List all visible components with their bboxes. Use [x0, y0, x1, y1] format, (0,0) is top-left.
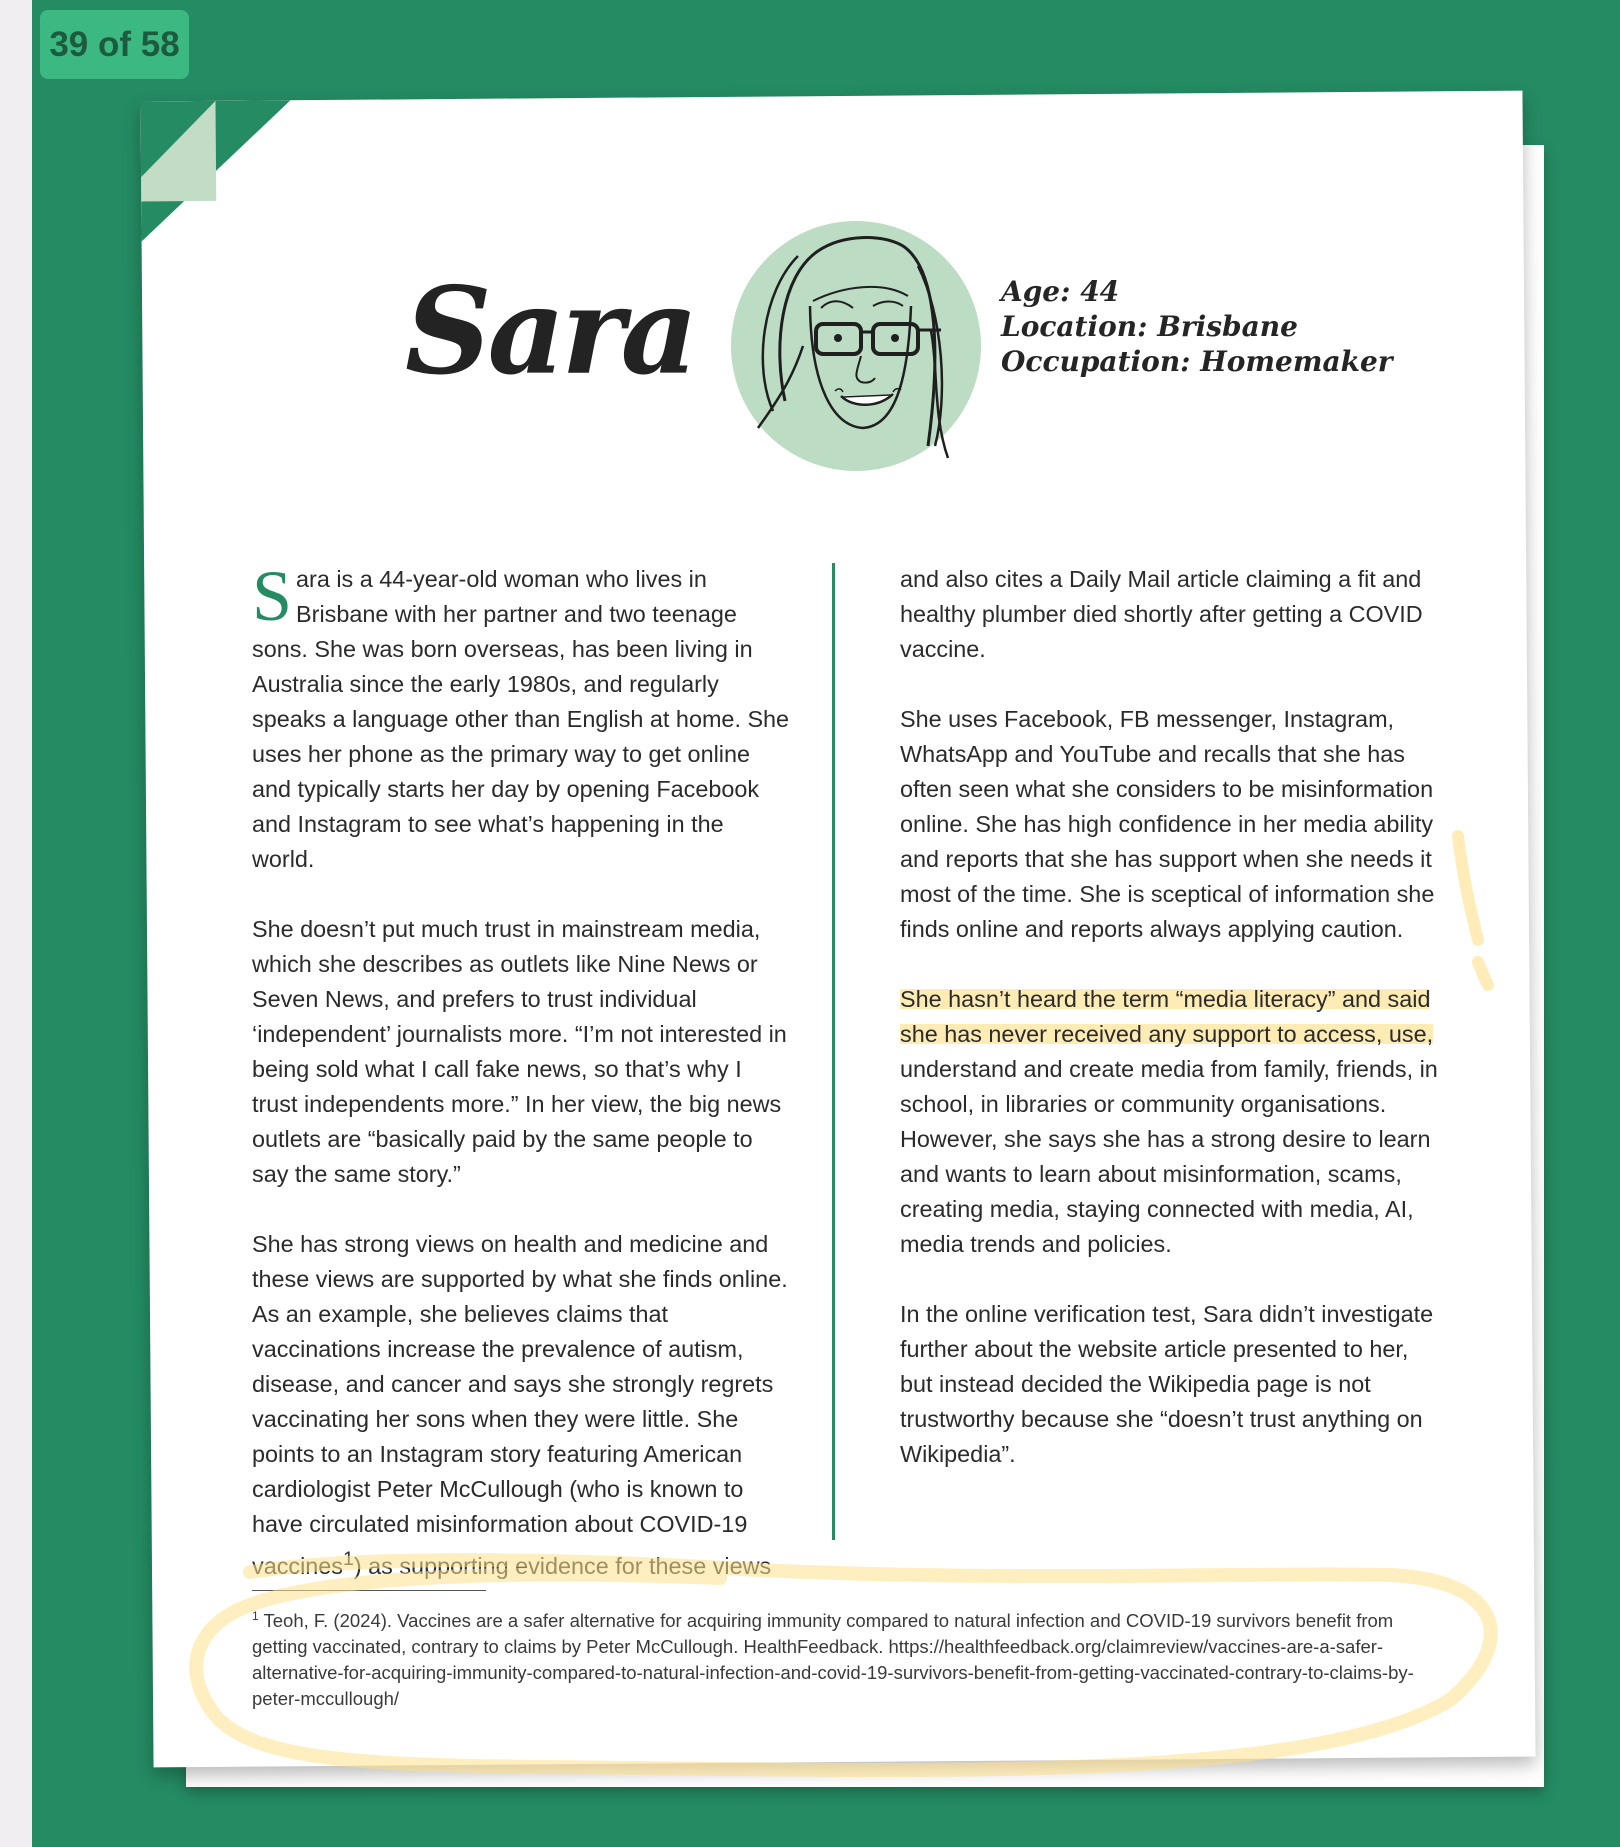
right-paragraph-4: In the online verification test, Sara didn’t investigate further about the website article presented to her, but instead decided the Wikipedia page is not trustworthy because she “doesn’t trust anything on Wikipedia”. — [900, 1301, 1434, 1467]
footnote-marker: 1 — [252, 1609, 259, 1623]
portrait-illustration — [703, 196, 993, 486]
page-counter-badge: 39 of 58 — [40, 10, 189, 79]
footnote-text: Teoh, F. (2024). Vaccines are a safer alternative for acquiring immunity compared to natural infection and COVID-19 survivors benefit from getting vaccinated, contrary to claims by Peter McCullough. HealthFeedback. https://healthfeedback.org/claimreview/vaccines-are-a-safer-alternative-for-acquiring-immunity-compared-to-natural-infection-and-covid-19-survivors-benefit-from-getting-vaccinated-contrary-to-claims-by-peter-mccullough/ — [252, 1610, 1414, 1710]
right-column — [900, 562, 1440, 1507]
left-column — [252, 556, 792, 1619]
paper-sheet — [140, 91, 1535, 1768]
left-paragraph-2: She doesn’t put much trust in mainstream media, which she describes as outlets like Nine News or Seven News, and prefers to trust individual ‘independent’ journalists more. “I’m not interested in being sold what I call fake news, so that’s why I trust independents more.” In her view, the big news outlets are “basically paid by the same people to say the same story.” — [252, 916, 787, 1187]
highlighted-text: She hasn’t heard the term “media literacy” and said she has never received any support to access, use, — [900, 986, 1434, 1047]
right-paragraph-1: and also cites a Daily Mail article claiming a fit and healthy plumber died shortly after getting a COVID vaccine. — [900, 566, 1423, 662]
persona-name: Sara — [405, 261, 695, 402]
drop-cap: S — [252, 556, 293, 636]
footnote-rule — [252, 1590, 486, 1591]
persona-location: Location: Brisbane — [1001, 310, 1298, 343]
left-paragraph-3: She has strong views on health and medicine and these views are supported by what she finds online. As an example, she believes claims that vaccinations increase the prevalence of autism, disease, and cancer and says she strongly regrets vaccinating her sons when they were little. She points to an Instagram story featuring American cardiologist Peter McCullough (who is known to have circulated misinformation about COVID-19 vaccines$^1$) as supporting evidence for these views — [252, 1231, 788, 1579]
persona-details — [1001, 274, 1393, 379]
sheet-content — [147, 96, 1529, 1762]
column-divider — [832, 563, 835, 1540]
footnote-reference: 1 — [343, 1548, 354, 1570]
footnote — [252, 1603, 1452, 1712]
persona-occupation: Occupation: Homemaker — [1001, 345, 1393, 378]
persona-age: Age: 44 — [1001, 275, 1120, 308]
left-paragraph-1: Sara is a 44-year-old woman who lives in Brisbane with her partner and two teenage sons. She was born overseas, has been living in Australia since the early 1980s, and regularly speaks a language other than English at home. She uses her phone as the primary way to get online and typically starts her day by opening Facebook and Instagram to see what’s happening in the world. — [252, 556, 790, 872]
right-paragraph-3: She hasn’t heard the term “media literacy” and said she has never received any support to access, use, understand and create media from family, friends, in school, in libraries or community organisations. However, she says she has a strong desire to learn and wants to learn about misinformation, scams, creating media, staying connected with media, AI, media trends and policies. — [900, 986, 1438, 1257]
right-paragraph-2: She uses Facebook, FB messenger, Instagram, WhatsApp and YouTube and recalls that she has often seen what she considers to be misinformation online. She has high confidence in her media ability and reports that she has support when she needs it most of the time. She is sceptical of information she finds online and reports always applying caution. — [900, 706, 1435, 942]
